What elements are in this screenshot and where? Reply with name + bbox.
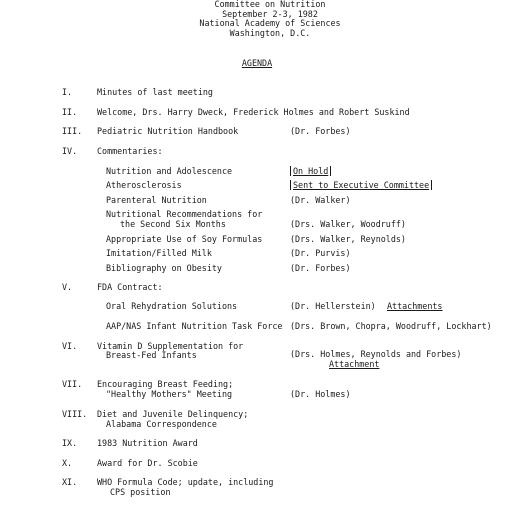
subitem-text: Bibliography on Obesity <box>106 263 222 273</box>
item-text: Commentaries: <box>97 146 163 156</box>
subitem-text: Imitation/Filled Milk <box>106 248 212 258</box>
item-number: III. <box>62 126 83 136</box>
item-text: Minutes of last meeting <box>97 87 213 97</box>
item-number: II. <box>62 107 78 117</box>
item-number: X. <box>62 458 73 468</box>
status-on-hold: On Hold <box>290 166 331 176</box>
attachment-note: Attachment <box>329 359 380 369</box>
header-committee: Committee on Nutrition <box>214 0 326 9</box>
item-text-continued: Alabama Correspondence <box>106 419 217 429</box>
subitem-text: Oral Rehydration Solutions <box>106 301 238 311</box>
subitem-status <box>290 180 432 190</box>
item-number: VI. <box>62 341 78 351</box>
subitem-presenter: (Drs. Walker, Woodruff) <box>290 219 406 229</box>
item-presenter: (Dr. Holmes) <box>290 389 351 399</box>
item-number: XI. <box>62 477 78 487</box>
item-number: IX. <box>62 438 78 448</box>
item-text: Pediatric Nutrition Handbook <box>97 126 239 136</box>
item-number: V. <box>62 282 73 292</box>
header-academy: National Academy of Sciences <box>199 18 341 28</box>
subitem-presenter: (Dr. Purvis) <box>290 248 351 258</box>
header-date: September 2-3, 1982 <box>222 9 318 19</box>
item-text: Encouraging Breast Feeding; <box>97 379 234 389</box>
subitem-presenter: (Dr. Walker) <box>290 195 351 205</box>
subitem-presenter: (Drs. Brown, Chopra, Woodruff, Lockhart) <box>290 321 492 331</box>
subitem-text-continued: the Second Six Months <box>120 219 226 229</box>
item-number: IV. <box>62 146 78 156</box>
item-text-continued: "Healthy Mothers" Meeting <box>106 389 233 399</box>
subitem-text: Appropriate Use of Soy Formulas <box>106 234 263 244</box>
item-text-continued: Breast-Fed Infants <box>106 350 197 360</box>
item-text: Welcome, Drs. Harry Dweck, Frederick Holmes and Robert Suskind <box>97 107 410 117</box>
subitem-text: Atherosclerosis <box>106 180 182 190</box>
item-number: I. <box>62 87 73 97</box>
subitem-presenter: (Drs. Walker, Reynolds) <box>290 234 406 244</box>
subitem-text: AAP/NAS Infant Nutrition Task Force <box>106 321 283 331</box>
subitem-status <box>290 166 331 176</box>
item-number: VIII. <box>62 409 88 419</box>
subitem-text: Nutritional Recommendations for <box>106 209 263 219</box>
agenda-title: AGENDA <box>241 58 273 68</box>
item-text: FDA Contract: <box>97 282 163 292</box>
subitem-text: Nutrition and Adolescence <box>106 166 233 176</box>
item-presenter: (Dr. Forbes) <box>290 126 351 136</box>
subitem-presenter: (Dr. Hellerstein) <box>290 301 376 311</box>
item-text-continued: CPS position <box>110 487 171 497</box>
item-text: Vitamin D Supplementation for <box>97 341 244 351</box>
subitem-presenter: (Dr. Forbes) <box>290 263 351 273</box>
status-sent-to-committee: Sent to Executive Committee <box>290 180 432 190</box>
item-text: Award for Dr. Scobie <box>97 458 198 468</box>
item-text: WHO Formula Code; update, including <box>97 477 274 487</box>
attachments-note: Attachments <box>387 301 443 311</box>
item-text: Diet and Juvenile Delinquency; <box>97 409 249 419</box>
header-location: Washington, D.C. <box>229 28 311 38</box>
item-number: VII. <box>62 379 83 389</box>
subitem-text: Parenteral Nutrition <box>106 195 207 205</box>
item-presenter: (Drs. Holmes, Reynolds and Forbes) <box>290 349 462 359</box>
item-text: 1983 Nutrition Award <box>97 438 198 448</box>
